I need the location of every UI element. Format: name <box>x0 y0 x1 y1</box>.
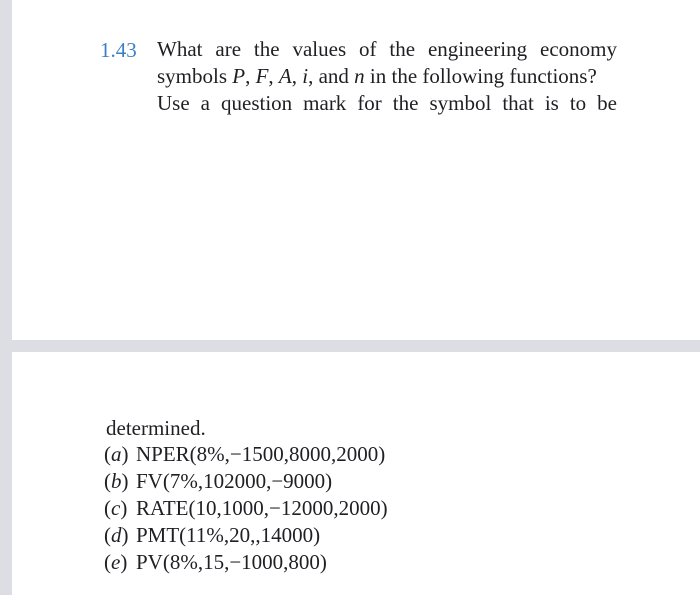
question-continuation: determined. <box>106 416 206 440</box>
part-a <box>104 441 388 468</box>
symbol-a: A <box>278 64 292 88</box>
part-function: RATE(10,1000,−12000,2000) <box>136 496 388 520</box>
part-function: FV(7%,102000,−9000) <box>136 469 333 493</box>
part-label: (d) <box>104 523 129 547</box>
problem-number: 1.43 <box>100 38 137 62</box>
part-function: PV(8%,15,−1000,800) <box>136 550 327 574</box>
symbol-f: F <box>255 64 269 88</box>
symbol-n: n <box>354 64 365 88</box>
part-label: (a) <box>104 442 129 466</box>
page-bottom-panel <box>12 352 700 595</box>
part-d <box>104 522 388 549</box>
part-label: (e) <box>104 550 128 574</box>
part-function: NPER(8%,−1500,8000,2000) <box>136 442 386 466</box>
part-c <box>104 495 388 522</box>
part-function: PMT(11%,20,,14000) <box>136 523 321 547</box>
question-text <box>157 36 617 117</box>
part-label: (c) <box>104 496 128 520</box>
page-top-panel <box>12 0 700 340</box>
question-line-3: Use a question mark for the symbol that is to be <box>157 91 617 115</box>
parts-list <box>104 441 388 576</box>
question-line-1: What are the values of the engineering economy <box>157 37 617 61</box>
question-line-2: symbols P, F, A, i, and n in the following functions? <box>157 64 597 88</box>
part-b <box>104 468 388 495</box>
symbol-i: i <box>302 64 309 88</box>
symbol-p: P <box>232 64 246 88</box>
part-e <box>104 549 388 576</box>
part-label: (b) <box>104 469 129 493</box>
